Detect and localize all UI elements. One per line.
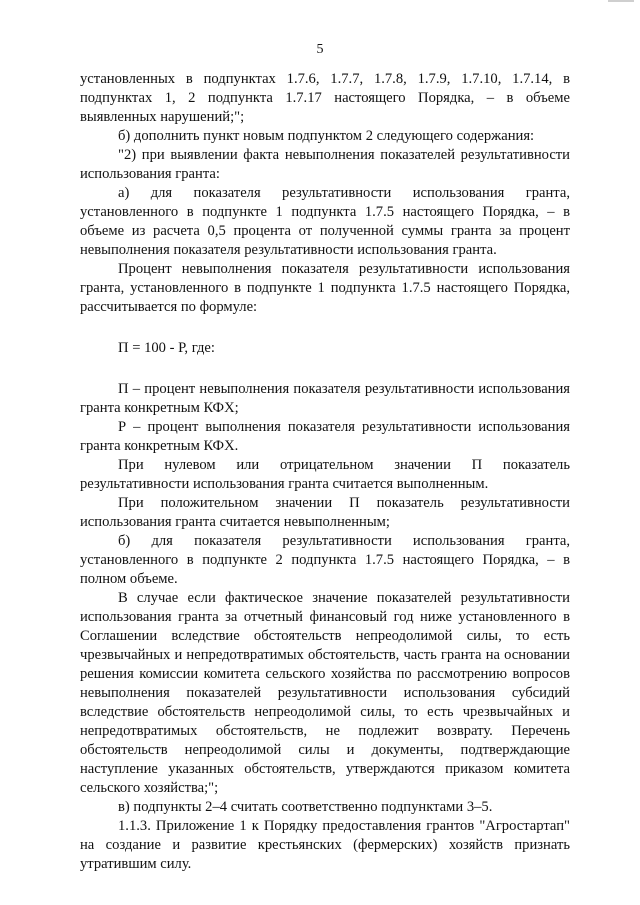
paragraph-continuation: установленных в подпунктах 1.7.6, 1.7.7, 1.7.8, 1.7.9, 1.7.10, 1.7.14, в подпунктах 1, 2 подпункта 1.7.17 настоящего Порядка, – в объеме выявленных нарушений;";	[80, 71, 570, 125]
paragraph-indicator-a: а) для показателя результативности использования гранта, установленного в подпункте 1 подпункта 1.7.5 настоящего Порядка, – в объеме из расчета 0,5 процента от полученной суммы гранта за процент невыполнения показателя результативности использования гранта.	[80, 185, 570, 258]
page-number: 5	[316, 42, 324, 57]
paragraph-amendment-b: б) дополнить пункт новым подпунктом 2 следующего содержания:	[118, 128, 535, 144]
corner-mark	[608, 0, 634, 2]
paragraph-1-1-3: 1.1.3. Приложение 1 к Порядку предоставления грантов "Агростартап" на создание и развитие крестьянских (фермерских) хозяйств признать утратившим силу.	[80, 818, 570, 872]
definition-r: Р – процент выполнения показателя результативности использования гранта конкретным КФХ.	[80, 419, 570, 454]
paragraph-formula-intro: Процент невыполнения показателя результативности использования гранта, установленного в подпункте 1 подпункта 1.7.5 настоящего Порядка, рассчитывается по формуле:	[80, 261, 570, 315]
formula: П = 100 - Р, где:	[118, 340, 215, 356]
paragraph-force-majeure: В случае если фактическое значение показателей результативности использования гранта за отчетный финансовый год ниже установленного в Соглашении вследствие обстоятельств непреодолимой силы, то есть чрезвычайных и непредотвратимых обстоятельств, часть гранта на основании решения комиссии комитета сельского хозяйства по рассмотрению вопросов невыполнения показателей результативности использования субсидий вследствие обстоятельств непреодолимой силы, то есть чрезвычайных и непредотвратимых обстоятельств, не подлежит возврату. Перечень обстоятельств непреодолимой силы и документы, подтверждающие наступление указанных обстоятельств, утверждаются приказом комитета сельского хозяйства;";	[80, 590, 570, 796]
paragraph-indicator-b: б) для показателя результативности использования гранта, установленного в подпункте 2 подпункта 1.7.5 настоящего Порядка, – в полном объеме.	[80, 533, 570, 587]
definition-p: П – процент невыполнения показателя результативности использования гранта конкретным КФХ;	[80, 381, 570, 416]
paragraph-subitem-2: "2) при выявлении факта невыполнения показателей результативности использования гранта:	[80, 147, 570, 182]
paragraph-zero-value: При нулевом или отрицательном значении П показатель результативности использования гранта считается выполненным.	[80, 457, 570, 492]
paragraph-positive-value: При положительном значении П показатель результативности использования гранта считается невыполненным;	[80, 495, 570, 530]
paragraph-amendment-v: в) подпункты 2–4 считать соответственно подпунктами 3–5.	[118, 799, 493, 815]
document-body	[80, 70, 570, 874]
